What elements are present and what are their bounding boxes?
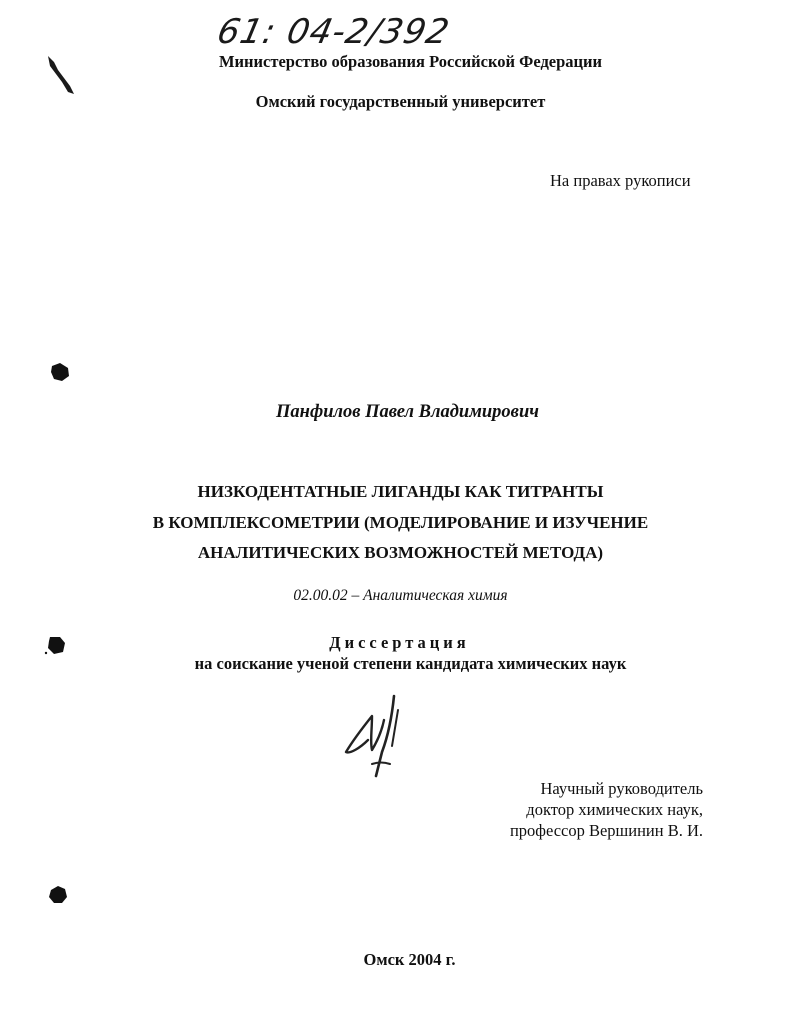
degree-sought: на соискание ученой степени кандидата химических наук <box>194 654 627 673</box>
binding-hole-mark <box>46 883 70 907</box>
handwritten-signature <box>338 690 418 780</box>
ministry-name: Министерство образования Российской Федерации <box>218 52 603 71</box>
city-and-year: Омск 2004 г. <box>363 950 456 969</box>
dissertation-title-line-1: НИЗКОДЕНТАТНЫЕ ЛИГАНДЫ КАК ТИТРАНТЫ <box>197 482 604 501</box>
handwritten-catalog-code: 61: 04-2/392 <box>213 12 454 52</box>
supervisor-block <box>510 778 703 841</box>
specialty-code: 02.00.02 – Аналитическая химия <box>293 587 508 604</box>
author-name: Панфилов Павел Владимирович <box>276 402 539 422</box>
document-type: Диссертация <box>329 633 470 652</box>
supervisor-role: Научный руководитель <box>540 779 703 798</box>
dissertation-title-line-2: В КОМПЛЕКСОМЕТРИИ (МОДЕЛИРОВАНИЕ И ИЗУЧЕНИЕ <box>152 513 649 532</box>
manuscript-rights-note: На правах рукописи <box>550 171 691 190</box>
supervisor-name: профессор Вершинин В. И. <box>509 821 703 840</box>
binding-hole-mark <box>48 360 72 384</box>
dissertation-title-line-3: АНАЛИТИЧЕСКИХ ВОЗМОЖНОСТЕЙ МЕТОДА) <box>197 543 604 562</box>
supervisor-degree: доктор химических наук, <box>526 800 703 819</box>
university-name: Омский государственный университет <box>255 92 546 111</box>
